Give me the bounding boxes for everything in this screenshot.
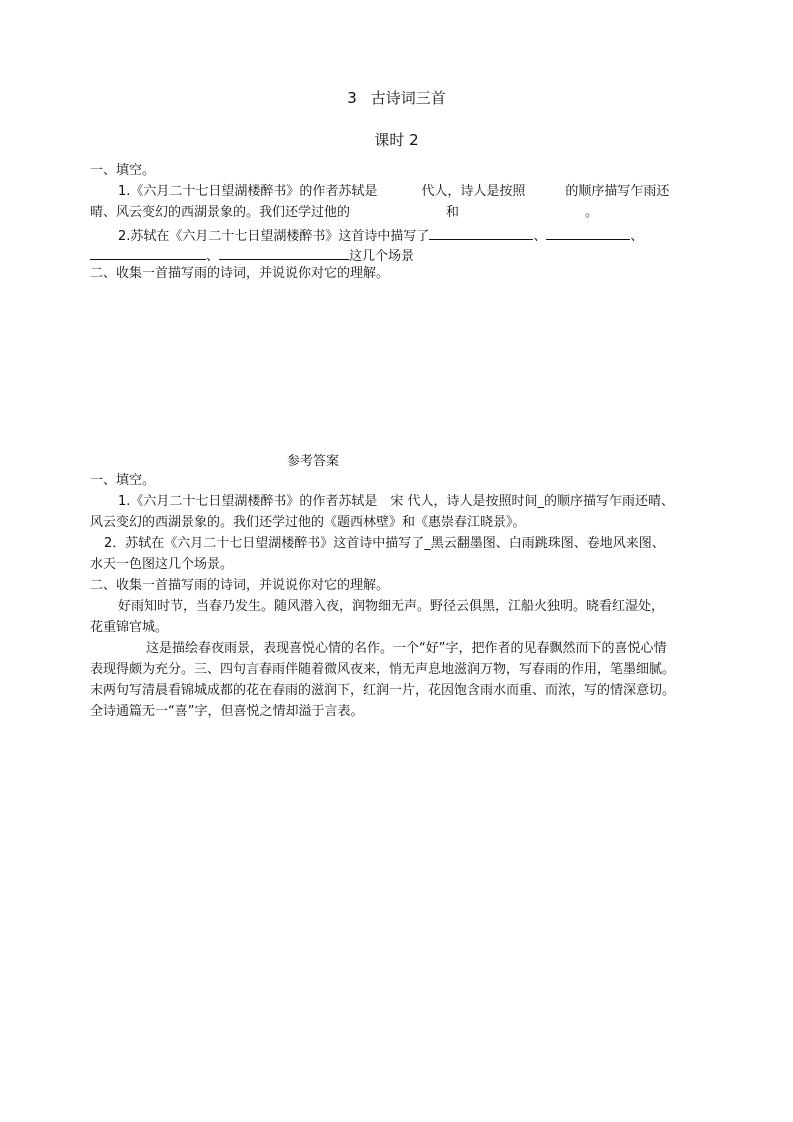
poem-line-1: 好雨知时节，当春乃发生。随风潜入夜，润物细无声。野径云俱黑，江船火独明。晓看红湿处， (118, 599, 665, 614)
question-1-line-2 (90, 203, 710, 223)
q1-text-f: 。 (585, 205, 599, 220)
analysis-line-2: 表现得颇为充分。三、四句言春雨伴随着微风夜来，悄无声息地滋润万物，写春雨的作用，笔墨细腻。 (90, 662, 676, 677)
analysis-line-4: 全诗通篇无一“喜”字，但喜悦之情却溢于言表。 (90, 704, 364, 719)
answer-heading: 参考答案 (287, 454, 340, 469)
answer-1-line-1: 1.《六月二十七日望湖楼醉书》的作者苏轼是 宋 代人，诗人是按照时间_的顺序描写乍雨还晴、 (118, 494, 675, 509)
answer-2-line-2: 水天一色图这几个场景。 (90, 557, 234, 572)
question-1-line-1 (90, 182, 710, 202)
poem-line-2: 花重锦官城。 (90, 620, 169, 635)
page-subtitle: 课时 2 (374, 131, 419, 149)
q2-sep-1: 、 (533, 229, 547, 244)
lesson-number: 3 (347, 89, 357, 107)
q2-blank-4[interactable] (219, 244, 349, 260)
analysis-line-1: 这是描绘春夜雨景，表现喜悦心情的名作。一个“好”字，把作者的见春飘然而下的喜悦心情 (146, 641, 667, 656)
q2-blank-2[interactable] (546, 224, 630, 240)
q2-text-end: 这几个场景 (349, 249, 415, 264)
answer-1-line-2: 风云变幻的西湖景象的。我们还学过他的《题西林壁》和《惠崇春江晓景》。 (90, 515, 526, 530)
section1-heading: 一、填空。 (90, 163, 156, 178)
section2-heading: 二、收集一首描写雨的诗词，并说说你对它的理解。 (90, 266, 390, 281)
q1-text-a: 1.《六月二十七日望湖楼醉书》的作者苏轼是 (118, 184, 378, 199)
q1-text-c: 的顺序描写乍雨还 (565, 184, 670, 199)
q2-blank-3[interactable] (90, 244, 206, 260)
q1-text-d: 晴、风云变幻的西湖景象的。我们还学过他的 (90, 205, 351, 220)
answer-section2-heading: 二、收集一首描写雨的诗词，并说说你对它的理解。 (90, 578, 390, 593)
answer-2-line-1: 2．苏轼在《六月二十七日望湖楼醉书》这首诗中描写了_黑云翻墨图、白雨跳珠图、卷地风来图、 (104, 536, 665, 551)
analysis-line-3: 末两句写清晨看锦城成都的花在春雨的滋润下，红润一片，花因饱含雨水而重、而浓，写的情深意切。 (90, 683, 676, 698)
q1-text-b: 代人，诗人是按照 (421, 184, 526, 199)
q1-text-e: 和 (446, 205, 460, 220)
q2-text-a: 2.苏轼在《六月二十七日望湖楼醉书》这首诗中描写了 (118, 229, 430, 244)
q2-sep-3: 、 (206, 249, 220, 264)
lesson-title: 古诗词三首 (370, 89, 446, 107)
q2-sep-2: 、 (630, 229, 644, 244)
answer-section1-heading: 一、填空。 (90, 473, 156, 488)
q2-blank-1[interactable] (429, 224, 533, 240)
page-title (0, 87, 793, 109)
